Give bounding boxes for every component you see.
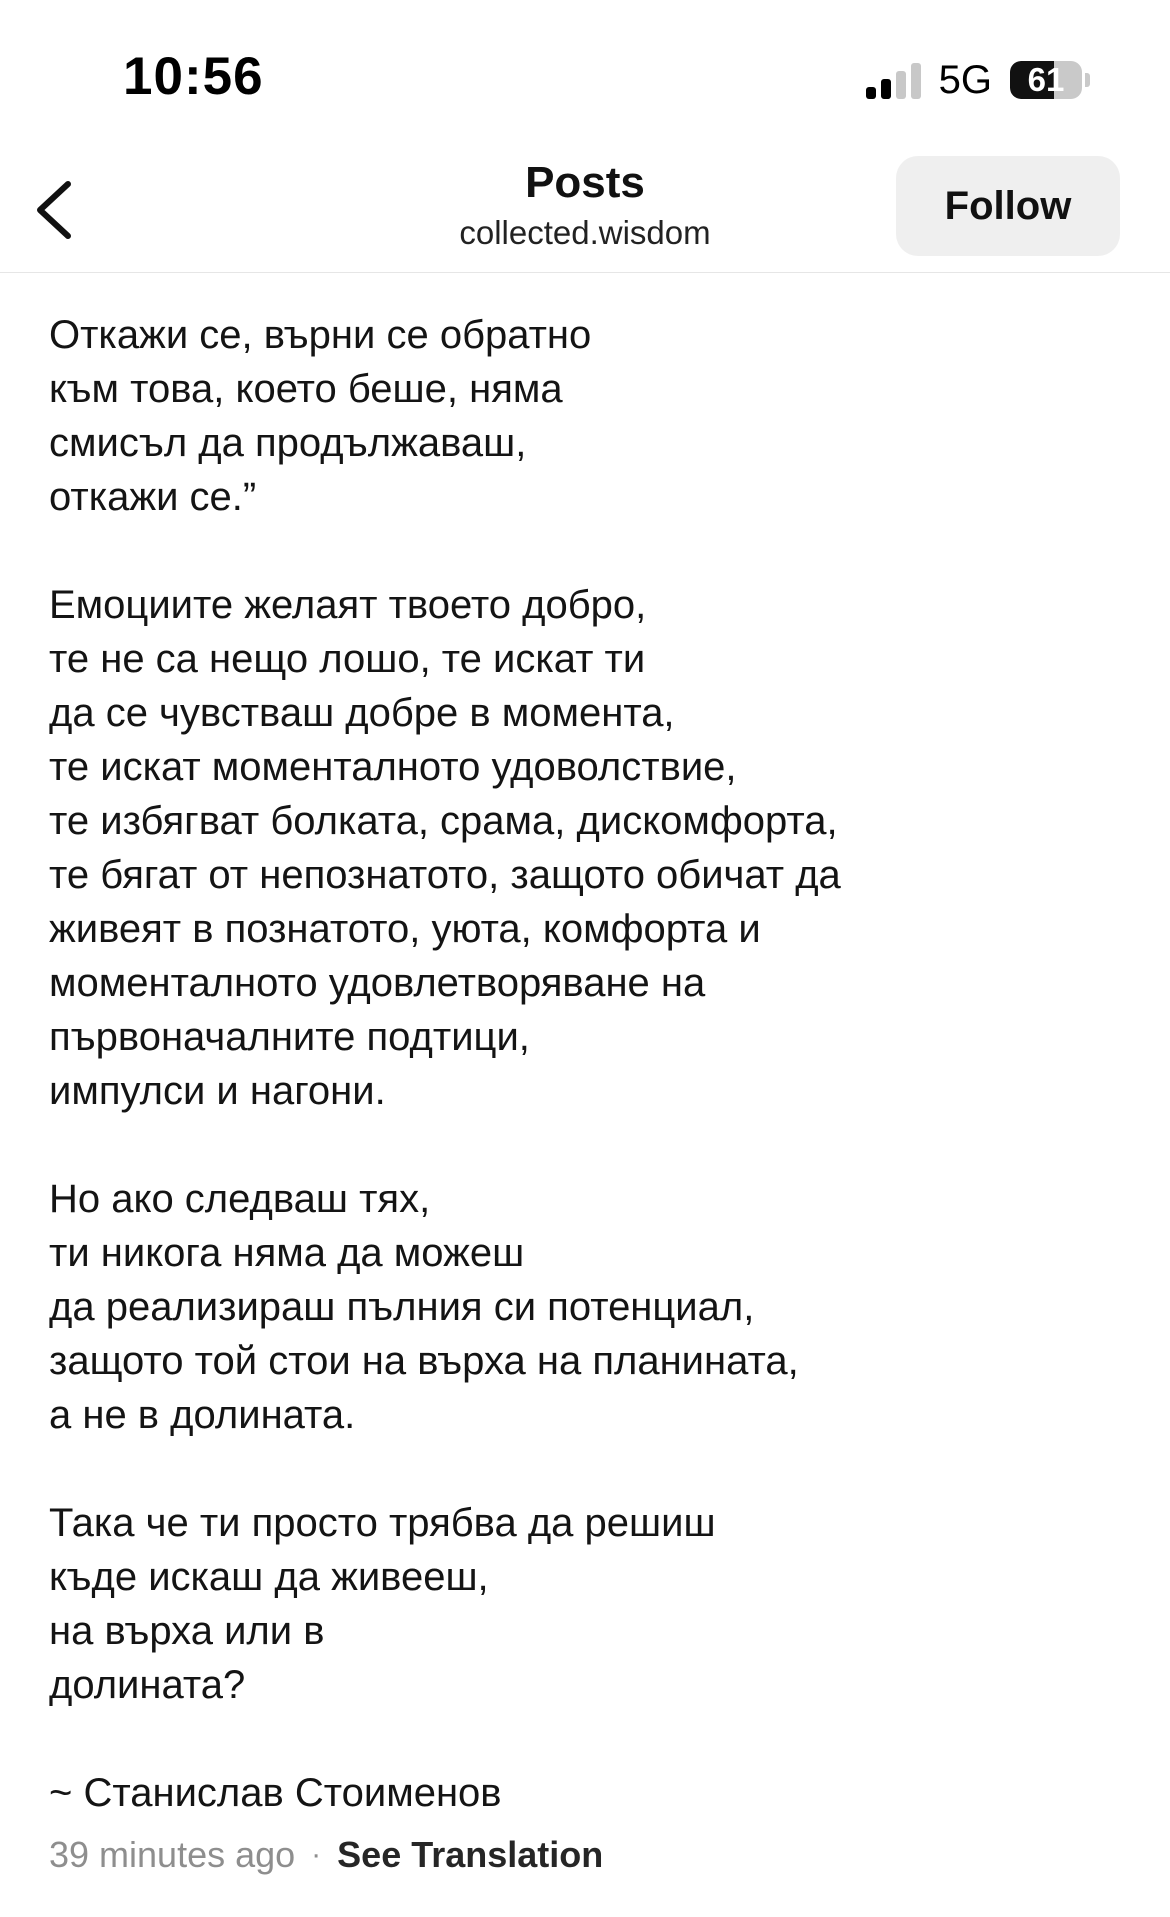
caption-line: а не в долината.: [49, 1393, 356, 1437]
caption-line: те искат моменталното удоволствие,: [49, 745, 737, 789]
caption-line: към това, което беше, няма: [49, 367, 563, 411]
caption-stanzas: [49, 308, 1129, 1712]
caption-line: долината?: [49, 1663, 246, 1707]
post-meta: [49, 1830, 603, 1880]
battery-icon: [1010, 61, 1090, 99]
caption-line: те бягат от непознатото, защото обичат да: [49, 853, 841, 897]
caption-line: на върха или в: [49, 1609, 325, 1653]
caption-line: да се чувстваш добре в момента,: [49, 691, 675, 735]
follow-button[interactable]: Follow: [896, 156, 1120, 256]
signal-bar: [896, 71, 906, 99]
caption-stanza: [49, 578, 1129, 1118]
account-username[interactable]: collected.wisdom: [459, 214, 711, 251]
caption-line: импулси и нагони.: [49, 1069, 386, 1113]
caption-line: да реализираш пълния си потенциал,: [49, 1285, 755, 1329]
post-caption: [49, 308, 1129, 1820]
caption-line: Но ако следваш тях,: [49, 1177, 431, 1221]
caption-line: живеят в познатото, уюта, комфорта и: [49, 907, 761, 951]
caption-signature: ~ Станислав Стоименов: [49, 1771, 502, 1815]
caption-line: Така че ти просто трябва да решиш: [49, 1501, 716, 1545]
caption-line: те избягват болката, срама, дискомфорта,: [49, 799, 838, 843]
status-time: 10:56: [123, 47, 264, 106]
caption-stanza: [49, 1496, 1129, 1712]
caption-line: защото той стои на върха на планината,: [49, 1339, 799, 1383]
signal-strength-icon: [866, 61, 921, 99]
caption-line: Откажи се, върни се обратно: [49, 313, 592, 357]
network-type: 5G: [938, 57, 992, 102]
battery-cap: [1085, 73, 1090, 87]
battery-body: [1010, 61, 1082, 99]
caption-line: те не са нещо лошо, те искат ти: [49, 637, 646, 681]
caption-line: къде искаш да живееш,: [49, 1555, 489, 1599]
back-button[interactable]: [14, 170, 94, 250]
signal-bar: [866, 87, 876, 99]
battery-percent: 61: [1027, 61, 1065, 98]
caption-line: моменталното удовлетворяване на: [49, 961, 706, 1005]
see-translation-link[interactable]: See Translation: [337, 1834, 604, 1875]
caption-line: смисъл да продължаваш,: [49, 421, 527, 465]
caption-stanza: [49, 1172, 1129, 1442]
caption-line: откажи се.”: [49, 475, 257, 519]
caption-line: първоначалните подтици,: [49, 1015, 530, 1059]
signal-bar: [881, 79, 891, 99]
caption-line: Емоциите желаят твоето добро,: [49, 583, 647, 627]
meta-separator: ·: [311, 1838, 322, 1871]
nav-header: [0, 150, 1170, 273]
post-timestamp: 39 minutes ago: [49, 1834, 296, 1875]
caption-stanza: [49, 308, 1129, 524]
chevron-left-icon: [32, 178, 76, 242]
page-title: Posts: [525, 158, 645, 207]
status-bar: [0, 0, 1170, 150]
signal-bar: [911, 63, 921, 99]
caption-line: ти никога няма да можеш: [49, 1231, 525, 1275]
nav-titles: [335, 156, 835, 254]
status-indicators: [866, 56, 1090, 104]
